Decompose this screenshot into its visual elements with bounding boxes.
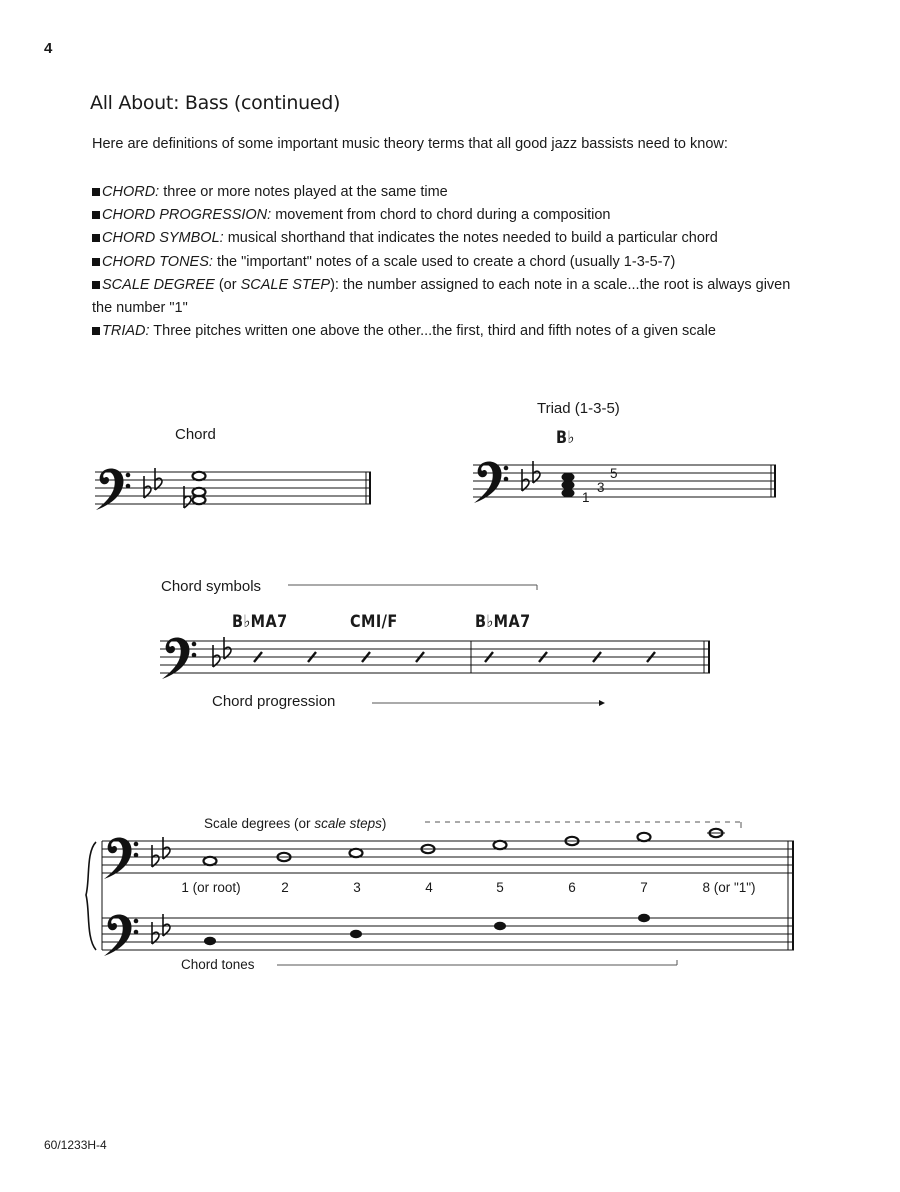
scale-degree-number: 5 xyxy=(496,880,504,895)
flat-icon xyxy=(224,637,231,659)
flat-icon xyxy=(184,486,191,508)
note xyxy=(494,841,507,849)
definition-text: three or more notes played at the same time xyxy=(159,184,448,200)
chord-label: Chord xyxy=(175,426,216,443)
scale-degree-number: 6 xyxy=(568,880,576,895)
note xyxy=(350,930,362,938)
chord-progression-label: Chord progression xyxy=(212,693,336,710)
scale-degree-number: 2 xyxy=(281,880,289,895)
definition-text: (or xyxy=(214,276,241,293)
note xyxy=(562,481,575,490)
scale-degree-number: 8 (or "1") xyxy=(702,880,756,895)
note xyxy=(562,473,575,482)
note xyxy=(638,833,651,841)
definition-term: SCALE DEGREE xyxy=(102,276,215,293)
chord-symbol: CMI/F xyxy=(350,612,398,632)
definition-term: TRIAD: xyxy=(102,323,150,340)
chord-symbols-label: Chord symbols xyxy=(161,578,262,595)
triad-degree: 1 xyxy=(582,490,590,505)
scale-degree-number: 4 xyxy=(425,880,433,895)
chord-symbol: B♭MA7 xyxy=(232,612,288,632)
chord-tones-label: Chord tones xyxy=(181,957,255,972)
flat-icon xyxy=(155,468,162,490)
chord-tones-staff xyxy=(102,918,794,950)
triad-chord-symbol: B♭ xyxy=(556,428,575,448)
flat-icon xyxy=(522,469,529,491)
triad-degree: 3 xyxy=(597,480,605,495)
definition-term-alt: SCALE STEP xyxy=(240,276,331,293)
note xyxy=(562,489,575,498)
note xyxy=(193,472,206,480)
definition-text: movement from chord to chord during a composition xyxy=(271,207,611,224)
flat-icon xyxy=(152,922,159,944)
flat-icon xyxy=(152,845,159,867)
scale-degree-number: 7 xyxy=(640,880,648,895)
section-heading: All About: Bass (continued) xyxy=(90,92,341,114)
flat-icon xyxy=(533,461,540,483)
note xyxy=(204,857,217,865)
flat-icon xyxy=(163,914,170,936)
definition-term: CHORD PROGRESSION: xyxy=(102,207,272,224)
scale-degree-number: 3 xyxy=(353,880,361,895)
footer-catalog-number: 60/1233H-4 xyxy=(44,1138,107,1152)
note xyxy=(494,922,506,930)
chord-staff xyxy=(95,472,371,504)
flat-icon xyxy=(213,645,220,667)
flat-icon xyxy=(163,837,170,859)
page-number: 4 xyxy=(44,40,53,57)
flat-icon xyxy=(144,476,151,498)
note xyxy=(638,914,650,922)
triad-staff xyxy=(473,465,776,497)
scale-degrees-label: Scale degrees (or scale steps) xyxy=(204,816,387,831)
definition-text: ): the number assigned to each note in a scale...the root is always given the number "1" xyxy=(92,276,791,317)
definition-term: CHORD TONES: xyxy=(102,253,213,270)
triad-degree: 5 xyxy=(610,466,618,481)
scale-degree-number: 1 (or root) xyxy=(181,880,241,895)
note xyxy=(350,849,363,857)
note xyxy=(204,937,216,945)
triad-label: Triad (1-3-5) xyxy=(537,400,620,417)
definition-text: musical shorthand that indicates the notes needed to build a particular chord xyxy=(223,230,718,247)
definition-term: CHORD SYMBOL: xyxy=(102,230,224,247)
definition-text: Three pitches written one above the other...the first, third and fifth notes of a given scale xyxy=(149,323,716,340)
chord-symbol: B♭MA7 xyxy=(475,612,531,632)
definition-term: CHORD: xyxy=(102,184,160,200)
progression-staff xyxy=(160,641,710,673)
brace xyxy=(86,842,96,950)
definition-text: the "important" notes of a scale used to create a chord (usually 1-3-5-7) xyxy=(212,253,676,270)
intro-text: Here are definitions of some important music theory terms that all good jazz bassists need to know: xyxy=(92,136,728,152)
